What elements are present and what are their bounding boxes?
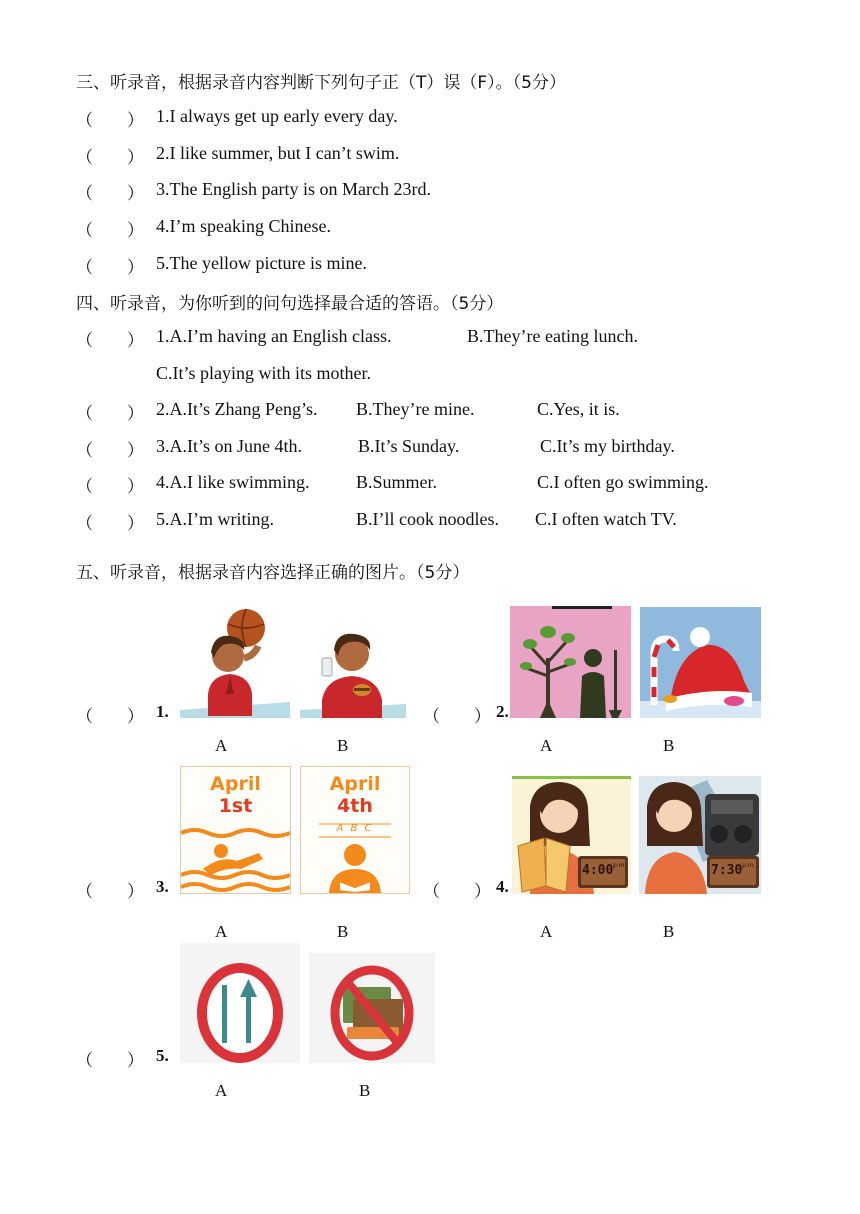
april-4th-reading-calendar-picture[interactable] (300, 766, 410, 894)
option-2b: B.They’re mine. (356, 399, 475, 419)
option-2c: C.Yes, it is. (537, 399, 620, 419)
calendar-month: April (329, 773, 381, 795)
calendar-day: 1st (218, 795, 253, 817)
statement-4: 4.I’m speaking Chinese. (156, 216, 331, 236)
calendar-month: April (210, 773, 261, 795)
tree-planting-picture[interactable] (510, 606, 631, 718)
option-2a: 2.A.It’s Zhang Peng’s. (156, 399, 318, 419)
calendar-day: 4th (337, 795, 373, 817)
option-3b: B.It’s Sunday. (358, 436, 460, 456)
statement-5: 5.The yellow picture is mine. (156, 253, 367, 273)
option-label-a: A (540, 736, 553, 755)
option-1b: B.They’re eating lunch. (467, 326, 638, 346)
option-5b: B.I’ll cook noodles. (356, 509, 499, 529)
section-4-heading: 四、听录音，为你听到的问句选择最合适的答语。（5分） (76, 294, 504, 314)
section-3-heading: 三、听录音，根据录音内容判断下列句子正（T）误（F）。（5分） (76, 73, 566, 93)
option-3a: 3.A.It’s on June 4th. (156, 436, 302, 456)
answer-paren[interactable]: （ ） (423, 882, 491, 901)
clock-time: 7:30 (711, 863, 743, 878)
option-label-b: B (359, 1081, 371, 1100)
option-label-b: B (337, 736, 349, 755)
answer-paren[interactable]: （ ） (76, 707, 144, 726)
clock-suffix: p.m. (742, 862, 756, 869)
option-5a: 5.A.I’m writing. (156, 509, 274, 529)
option-4c: C.I often go swimming. (537, 472, 709, 492)
student-reading-icon (301, 821, 409, 893)
christmas-hat-candy-picture[interactable] (640, 607, 761, 718)
question-number: 5. (156, 1046, 169, 1065)
keep-right-sign-picture[interactable] (180, 943, 300, 1063)
answer-paren[interactable]: （ ） (76, 331, 144, 350)
option-1c: C.It’s playing with its mother. (156, 363, 371, 383)
clock-suffix: p.m. (613, 862, 627, 869)
answer-paren[interactable]: （ ） (76, 404, 144, 423)
answer-paren[interactable]: （ ） (76, 111, 144, 130)
answer-paren[interactable]: （ ） (76, 1051, 144, 1070)
option-label-b: B (337, 922, 349, 941)
statement-2: 2.I like summer, but I can’t swim. (156, 143, 400, 163)
question-number: 1. (156, 702, 169, 721)
option-5c: C.I often watch TV. (535, 509, 677, 529)
option-1a: 1.A.I’m having an English class. (156, 326, 392, 346)
answer-paren[interactable]: （ ） (76, 221, 144, 240)
answer-paren[interactable]: （ ） (76, 477, 144, 496)
option-label-b: B (663, 736, 675, 755)
option-label-a: A (215, 736, 228, 755)
option-label-a: A (540, 922, 553, 941)
statement-1: 1.I always get up early every day. (156, 106, 398, 126)
answer-paren[interactable]: （ ） (76, 148, 144, 167)
answer-paren[interactable]: （ ） (76, 882, 144, 901)
option-4b: B.Summer. (356, 472, 438, 492)
clock-time: 4:00 (582, 863, 614, 878)
answer-paren[interactable]: （ ） (76, 441, 144, 460)
answer-paren[interactable]: （ ） (76, 184, 144, 203)
no-books-sign-picture[interactable] (309, 953, 435, 1063)
option-label-b: B (663, 922, 675, 941)
answer-paren[interactable]: （ ） (423, 707, 491, 726)
option-label-a: A (215, 922, 228, 941)
section-5-heading: 五、听录音，根据录音内容选择正确的图片。（5分） (76, 563, 470, 583)
calendar-letters: A B C (336, 823, 374, 834)
girl-listening-music-730pm-picture[interactable] (639, 776, 761, 894)
boy-playing-basketball-picture[interactable] (180, 598, 290, 718)
question-number: 3. (156, 877, 169, 896)
boy-drinking-eating-picture[interactable] (300, 610, 406, 718)
question-number: 2. (496, 702, 509, 721)
swimmer-icon (181, 823, 290, 893)
girl-reading-4pm-picture[interactable] (512, 776, 631, 894)
option-label-a: A (215, 1081, 228, 1100)
option-3c: C.It’s my birthday. (540, 436, 675, 456)
answer-paren[interactable]: （ ） (76, 258, 144, 277)
option-4a: 4.A.I like swimming. (156, 472, 310, 492)
april-1st-swimming-calendar-picture[interactable] (180, 766, 291, 894)
question-number: 4. (496, 877, 509, 896)
statement-3: 3.The English party is on March 23rd. (156, 179, 431, 199)
answer-paren[interactable]: （ ） (76, 514, 144, 533)
